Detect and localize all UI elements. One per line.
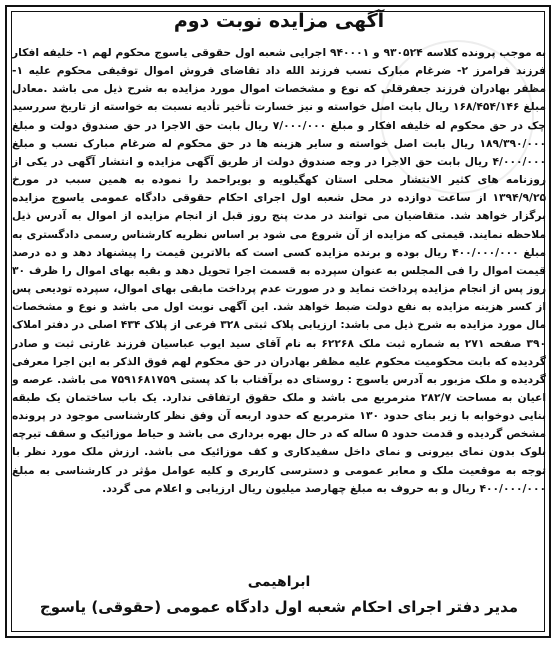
notice-body <box>12 44 546 498</box>
notice-title: آگهی مزایده نوبت دوم <box>173 10 385 32</box>
signer-title: مدیر دفتر اجرای احکام شعبه اول دادگاه عمومی (حقوقی) یاسوج <box>39 598 519 616</box>
signer-name: ابراهیمی <box>247 574 311 590</box>
notice-body-text: به موجب پرونده کلاسه ۹۳۰۵۲۴ و ۹۴۰۰۰۱ اجرایی شعبه اول حقوقی یاسوج محکوم لهم ۱- خلیفه افکار فرزند فرامرز ۲- ضرغام مبارک نسب فرزند الله داد تقاضای فروش اموال توقیفی محکوم علیه ۱- مظفر بهادران فرزند جعفرقلی که نوع و مشخصات اموال مورد مزایده به شرح ذیل می باشد .معادل مبلغ ۱۶۸/۴۵۴/۱۴۶ ریال بابت اصل خواسته و نیز خسارت تأخیر تأدیه نسبت به خواسته از تاریخ سررسید چک در حق محکوم له خلیفه افکار و مبلغ ۷/۰۰۰/۰۰۰ ریال بابت حق الاجرا در حق صندوق دولت و مبلغ ۱۸۹/۳۹۰/۰۰۰ ریال بابت اصل خواسته و سایر هزینه ها در حق محکوم له ضرغام مبارک نسب و مبلغ ۴/۰۰۰/۰۰۰ ریال بابت حق الاجرا در وجه صندوق دولت از طریق آگهی مزایده و انتشار آگهی در یکی از روزنامه های کثیر الانتشار محلی استان کهگیلویه و بویراحمد را نموده به همین سبب در مورخ ۱۳۹۴/۹/۲۵ از ساعت دوازده در محل شعبه اول اجرای احکام حقوقی دادگاه عمومی یاسوج مزایده برگزار خواهد شد. متقاضیان می توانند در مدت پنج روز قبل از انجام مزایده از اموال به آدرس ذیل ملاحظه نمایند. قیمتی که مزایده از آن شروع می شود بر اساس نظریه کارشناس رسمی دادگستری به مبلغ ۴۰۰/۰۰۰/۰۰۰ ریال بوده و برنده مزایده کسی است که بالاترین قیمت را پیشنهاد دهد و ده درصد قیمت اموال را فی المجلس به عنوان سپرده به قسمت اجرا تحویل دهد و بقیه بهای اموال را ظرف ۳۰ روز پس از انجام مزایده پرداخت نماید و در صورت عدم پرداخت مابقی بهای اموال، سپرده تودیعی پس از کسر هزینه مزایده به نفع دولت ضبط خواهد شد. این آگهی نوبت اول می باشد و نوع و مشخصات مال مورد مزایده به شرح ذیل می باشد: ارزیابی پلاک ثبتی ۳۲۸ فرعی از پلاک ۴۳۴ اصلی در دفتر املاک ۳۹۰ صفحه ۲۷۱ به شماره ثبت ملک ۶۲۲۶۸ به نام آقای سید ایوب عباسیان فرزند غارتی ثبت و صادر گردیده که بابت محکومیت محکوم علیه مظفر بهادران در حق محکوم لهم فوق الذکر به این اجرا معرفی گردیده و ملک مزبور به آدرس یاسوج : روستای ده برآفتاب با کد پستی ۷۵۹۱۶۸۱۷۵۹ می باشد. عرصه و اعیان به مساحت ۲۸۲/۷ مترمربع می باشد و ملک حقوق ارتفاقی ندارد. یک باب ساختمان یک طبقه بنایی دوخوابه با زیر بنای حدود ۱۳۰ مترمربع که حدود اربعه آن وفق نظر کارشناسی موجود در پرونده مشخص گردیده و قدمت حدود ۵ ساله که در حال بهره برداری می باشد و حیاط موزائیک و سقف تیرچه بلوک بدون نمای بیرونی و نمای داخل سفیدکاری و کف موزائیک می باشد. ارزش ملک مورد نظر با توجه به موقعیت ملک و معابر عمومی و دسترسی کاربری و کلیه عوامل مؤثر در کارشناسی به مبلغ ۴۰۰/۰۰۰/۰۰۰ ریال و به حروف به مبلغ چهارصد میلیون ریال ارزیابی و اعلام می گردد. <box>12 46 547 495</box>
